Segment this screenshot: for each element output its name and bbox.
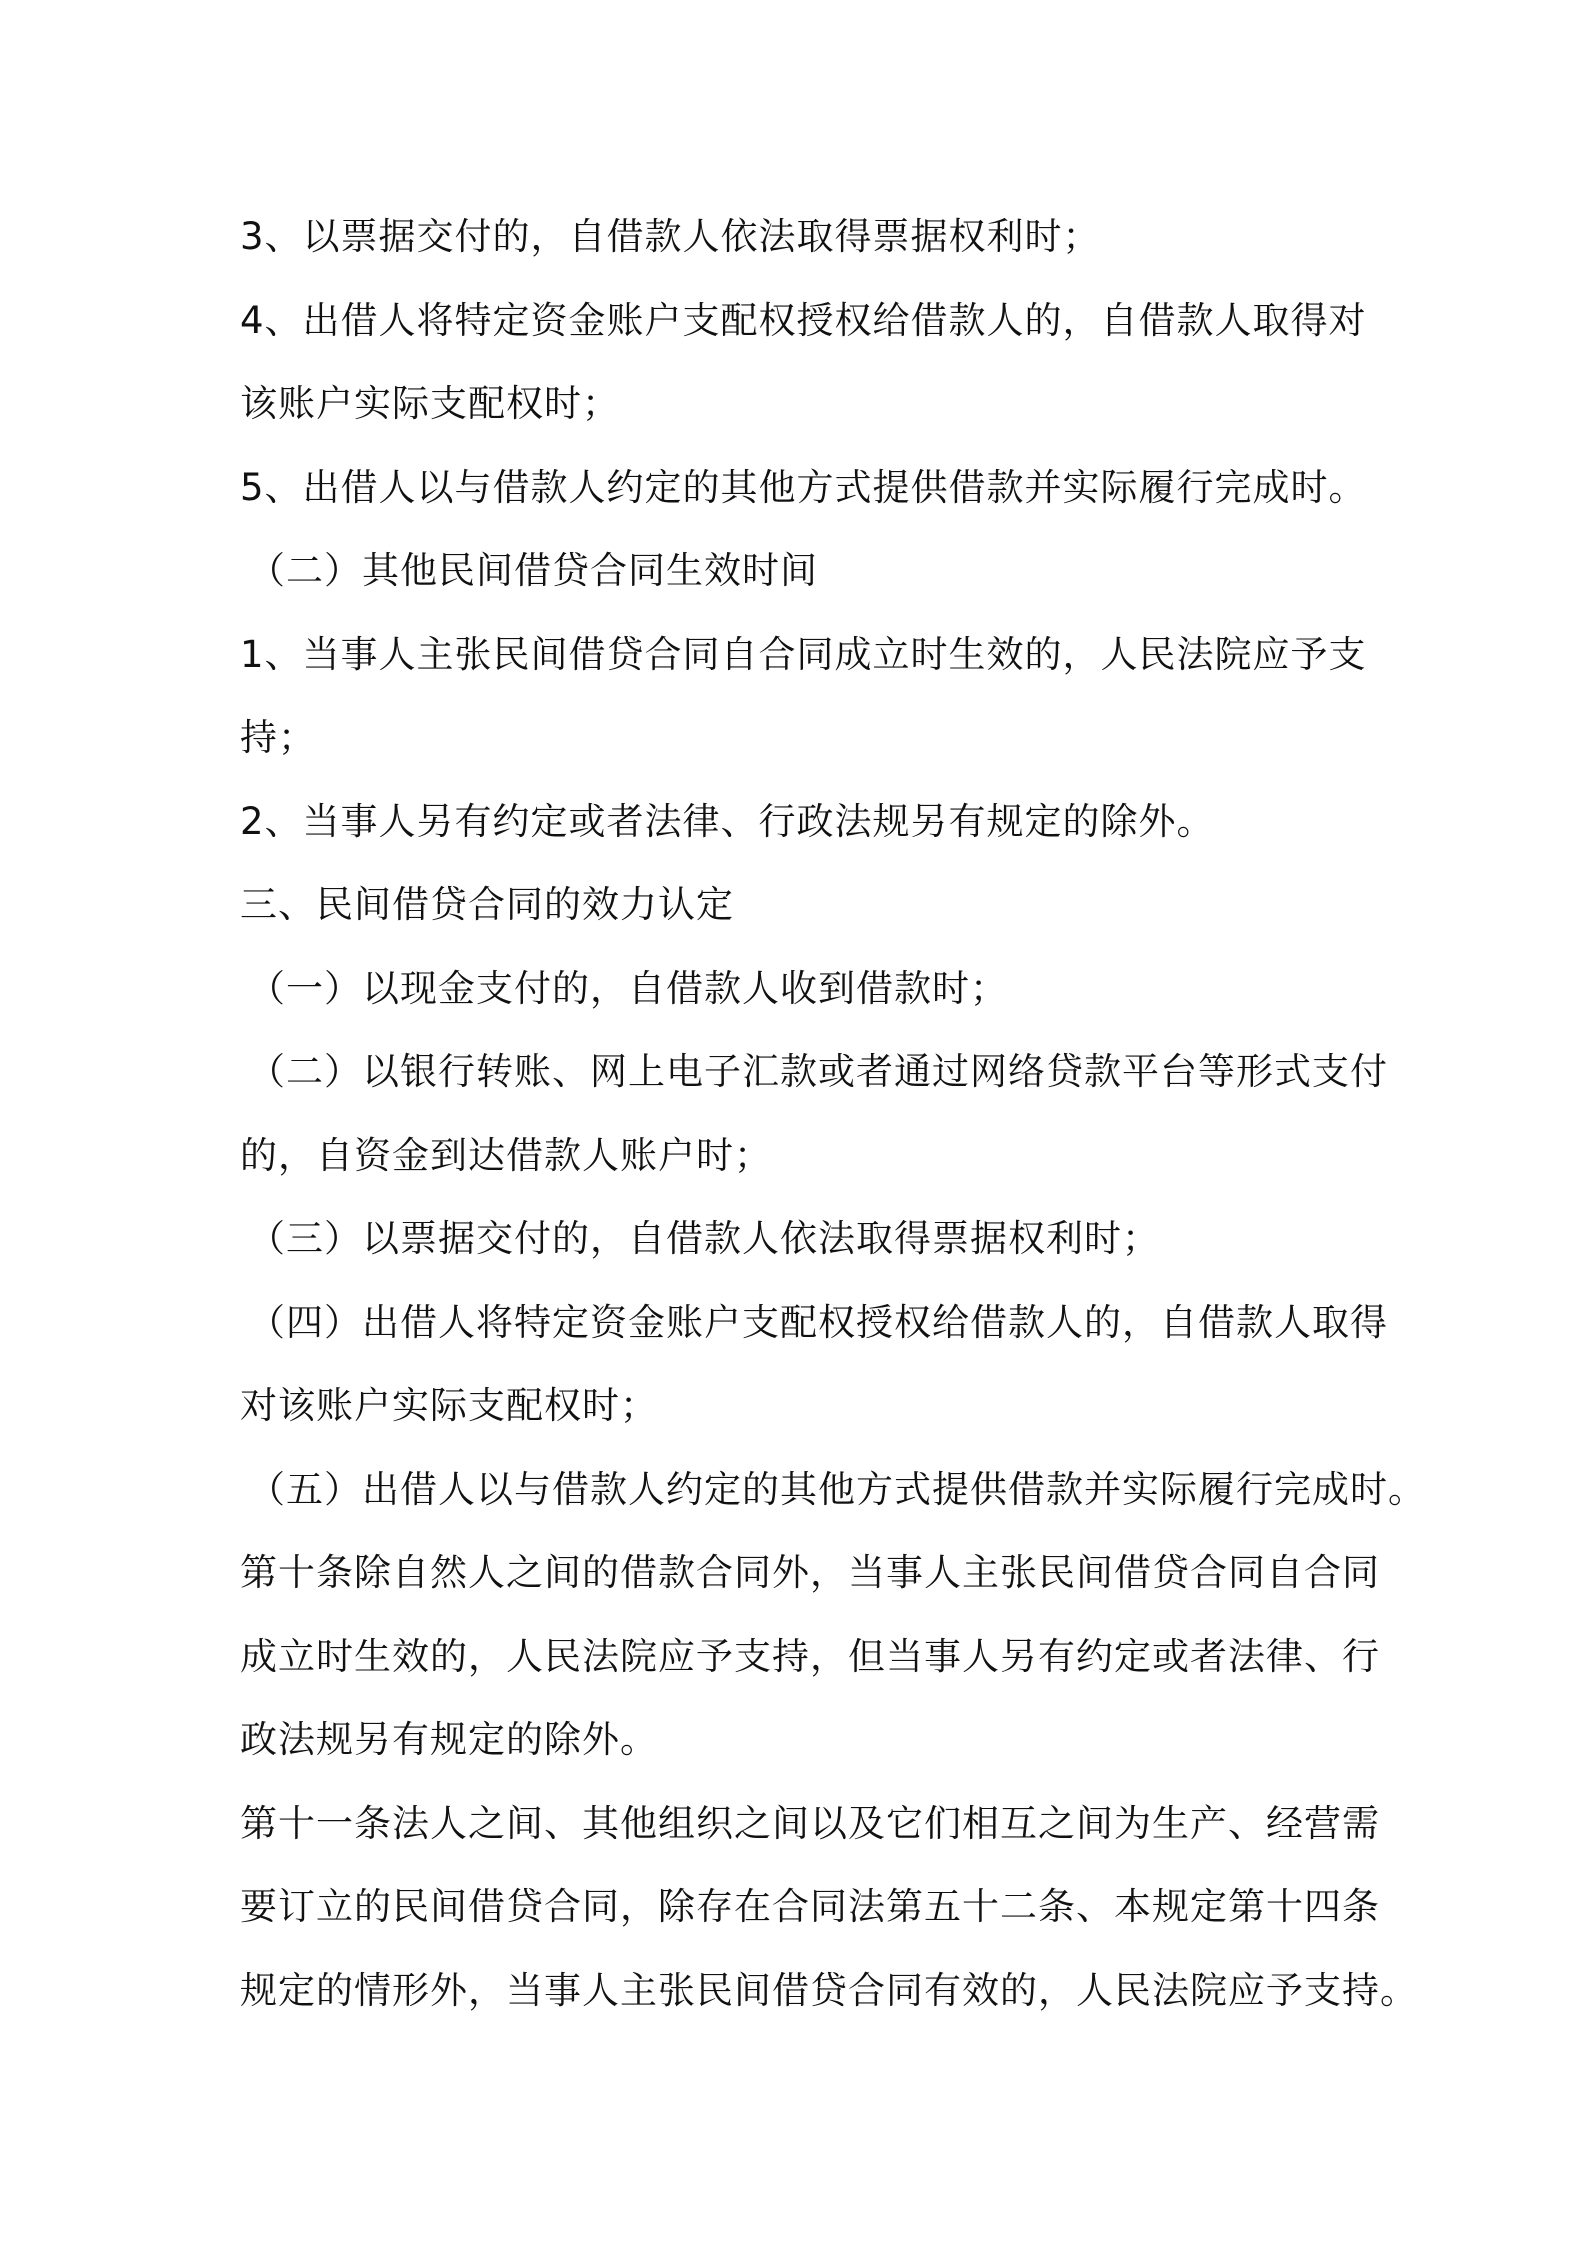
document-body <box>240 195 1426 2032</box>
text-line: 成立时生效的，人民法院应予支持，但当事人另有约定或者法律、行 <box>240 1634 1380 1678</box>
section-heading: 三、民间借贷合同的效力认定 <box>240 883 734 926</box>
text-line: 持； <box>240 716 316 759</box>
text-line: 第十一条法人之间、其他组织之间以及它们相互之间为生产、经营需 <box>240 1801 1380 1845</box>
text-line: 该账户实际支配权时； <box>240 382 620 425</box>
text-line: 对该账户实际支配权时； <box>240 1384 658 1427</box>
text-line: 5、出借人以与借款人约定的其他方式提供借款并实际履行完成时。 <box>240 465 1367 509</box>
text-line: 3、以票据交付的，自借款人依法取得票据权利时； <box>240 215 1101 258</box>
text-line: （三）以票据交付的，自借款人依法取得票据权利时； <box>248 1217 1160 1260</box>
section-heading: （二）其他民间借贷合同生效时间 <box>248 549 818 592</box>
text-line: 政法规另有规定的除外。 <box>240 1718 658 1761</box>
text-line: 4、出借人将特定资金账户支配权授权给借款人的，自借款人取得对 <box>240 298 1367 342</box>
text-line: 的，自资金到达借款人账户时； <box>240 1133 772 1177</box>
text-line: 第十条除自然人之间的借款合同外，当事人主张民间借贷合同自合同 <box>240 1551 1380 1594</box>
text-line: （一）以现金支付的，自借款人收到借款时； <box>248 966 1008 1010</box>
text-line: （二）以银行转账、网上电子汇款或者通过网络贷款平台等形式支付 <box>248 1050 1388 1093</box>
text-line: 要订立的民间借贷合同，除存在合同法第五十二条、本规定第十四条 <box>240 1885 1380 1928</box>
text-line: 1、当事人主张民间借贷合同自合同成立时生效的，人民法院应予支 <box>240 632 1367 676</box>
text-line: （五）出借人以与借款人约定的其他方式提供借款并实际履行完成时。 <box>248 1467 1426 1511</box>
text-line: 规定的情形外，当事人主张民间借贷合同有效的，人民法院应予支持。 <box>240 1968 1418 2012</box>
text-line: 2、当事人另有约定或者法律、行政法规另有规定的除外。 <box>240 799 1215 843</box>
text-line: （四）出借人将特定资金账户支配权授权给借款人的，自借款人取得 <box>248 1300 1388 1344</box>
